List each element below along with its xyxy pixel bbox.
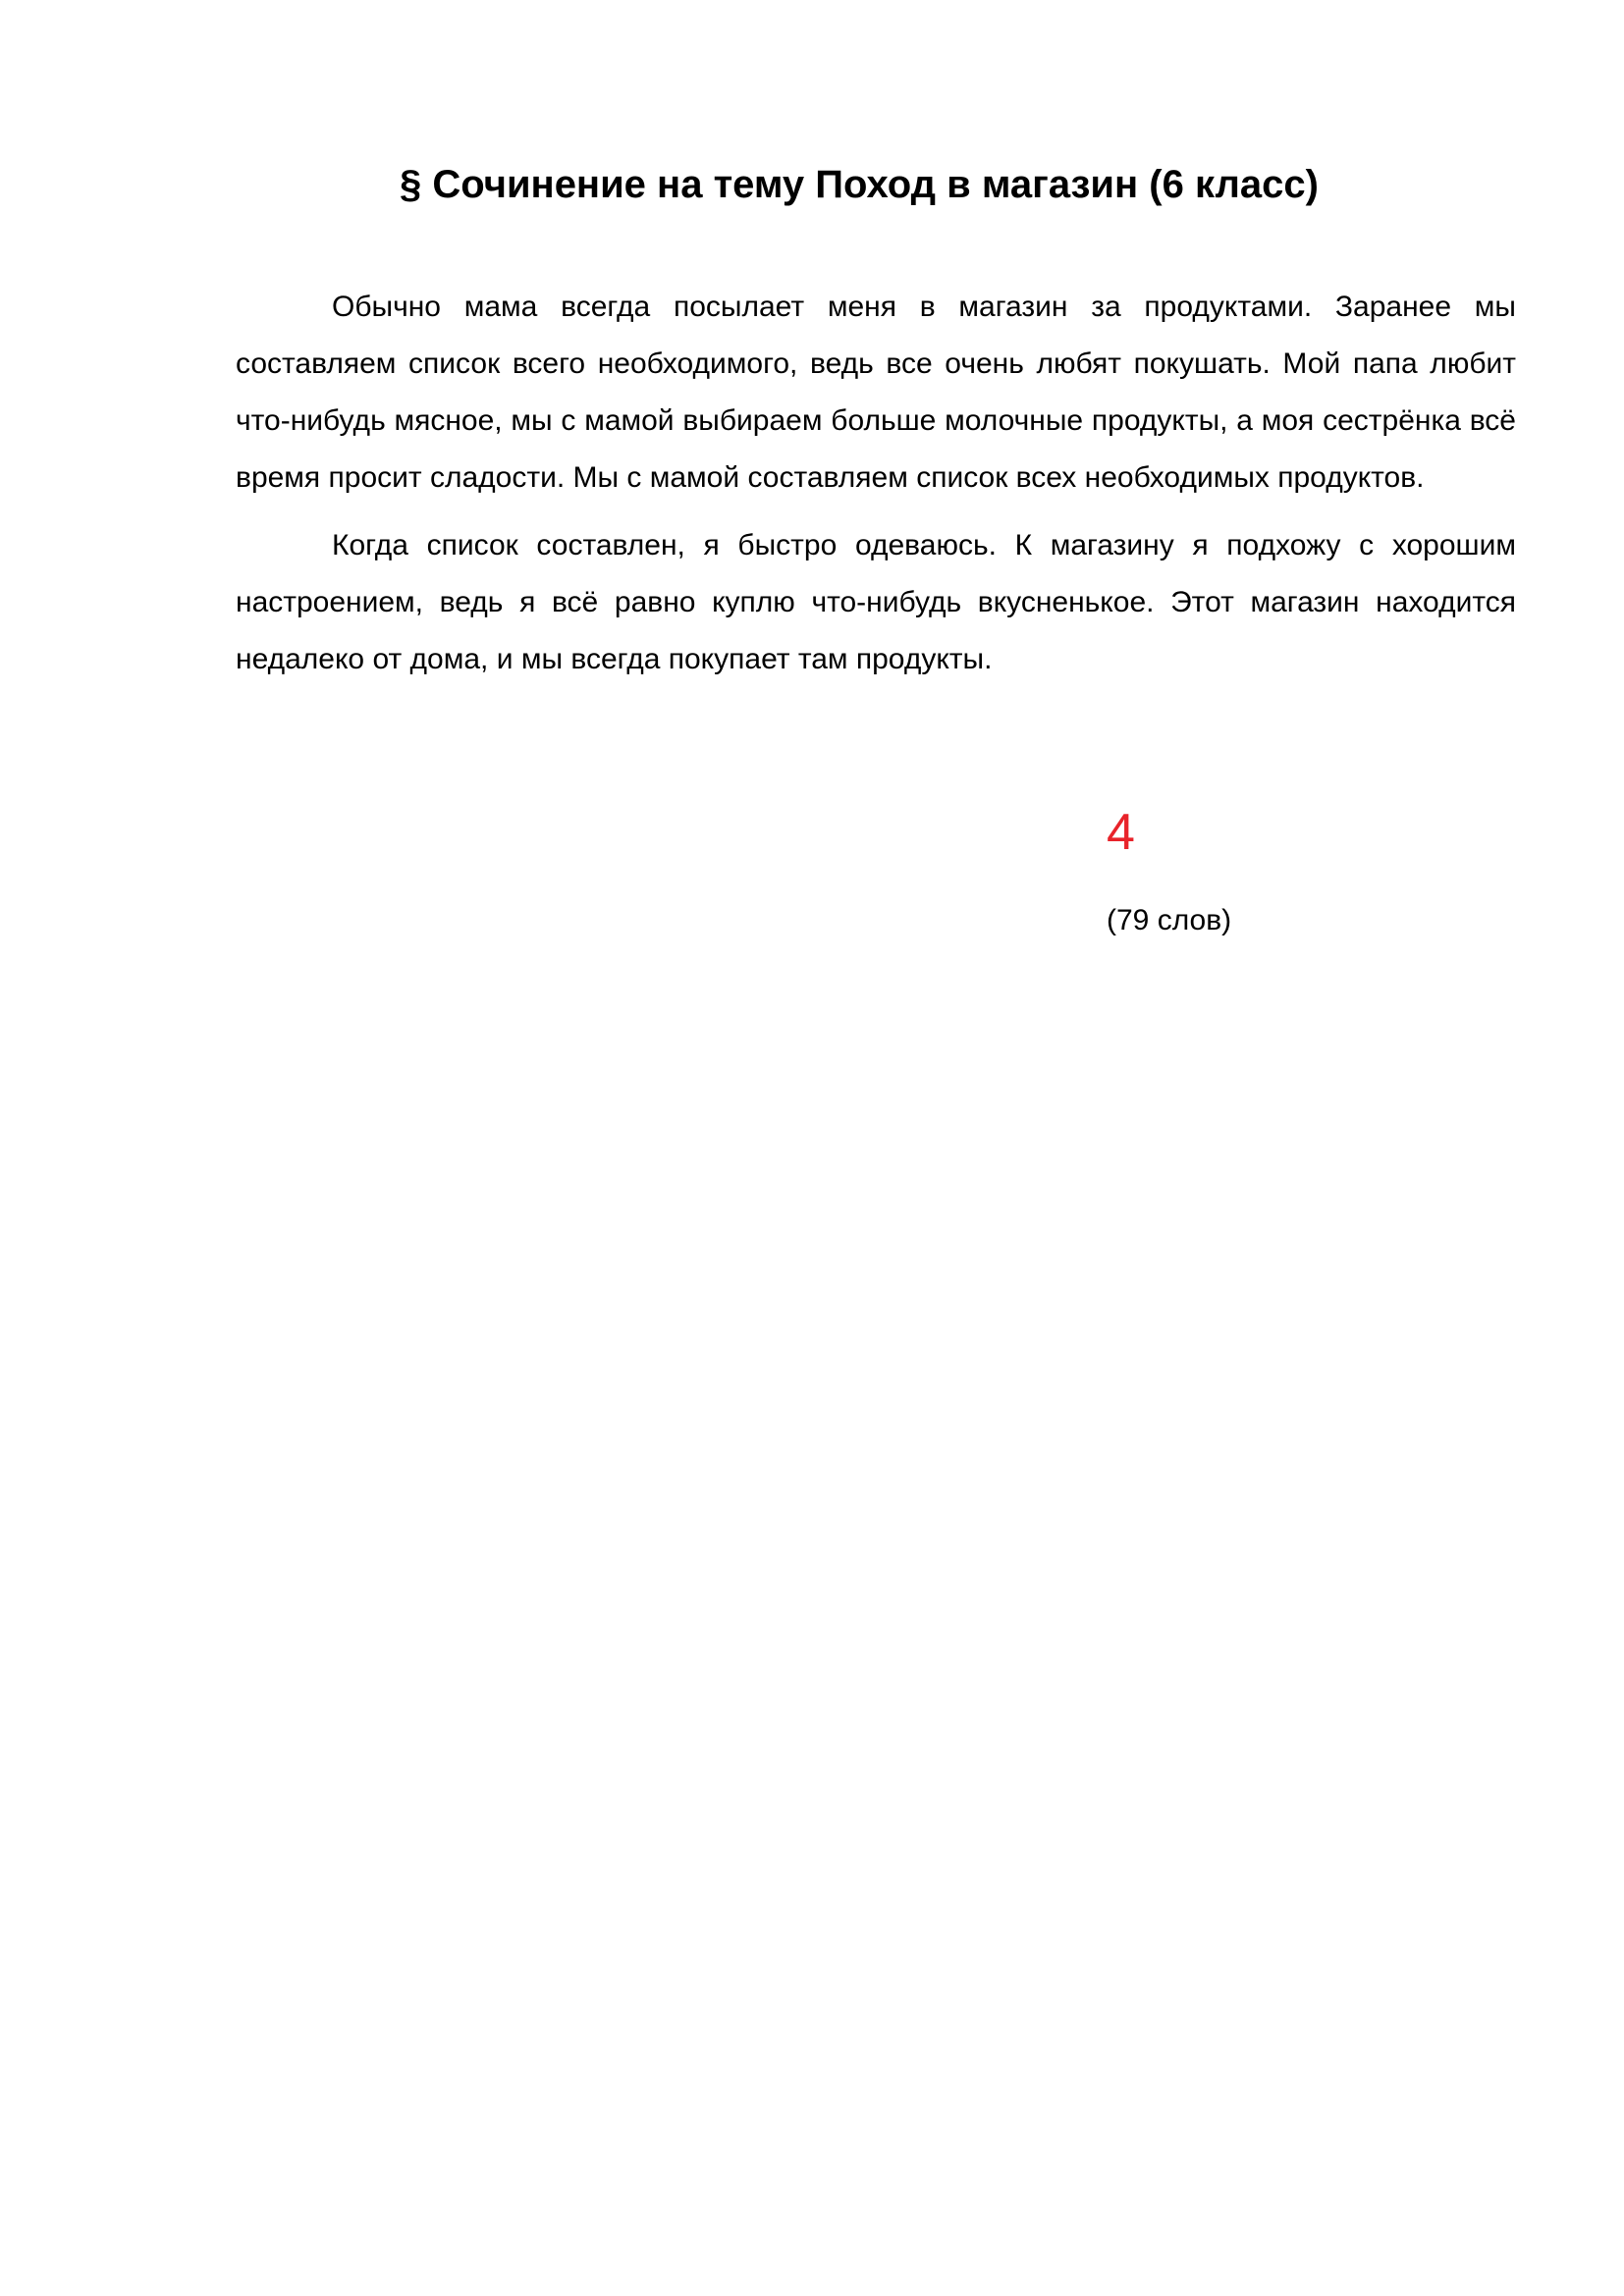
essay-title: § Сочинение на тему Поход в магазин (6 класс) xyxy=(400,163,1319,206)
grade-mark: 4 xyxy=(1107,804,1135,861)
essay-body xyxy=(236,279,1516,699)
essay-paragraph-1: Обычно мама всегда посылает меня в магазин за продуктами. Заранее мы составляем список всего необходимого, ведь все очень любят покушать. Мой папа любит что-нибудь мясное, мы с мамой выбираем больше молочные продукты, а моя сестрёнка всё время просит сладости. Мы с мамой составляем список всех необходимых продуктов. xyxy=(236,291,1516,494)
essay-paragraph-2: Когда список составлен, я быстро одеваюсь. К магазину я подхожу с хорошим настроением, ведь я всё равно куплю что-нибудь вкусненькое. Этот магазин находится недалеко от дома, и мы всегда покупает там продукты. xyxy=(236,529,1516,675)
word-count: (79 слов) xyxy=(1107,904,1232,936)
